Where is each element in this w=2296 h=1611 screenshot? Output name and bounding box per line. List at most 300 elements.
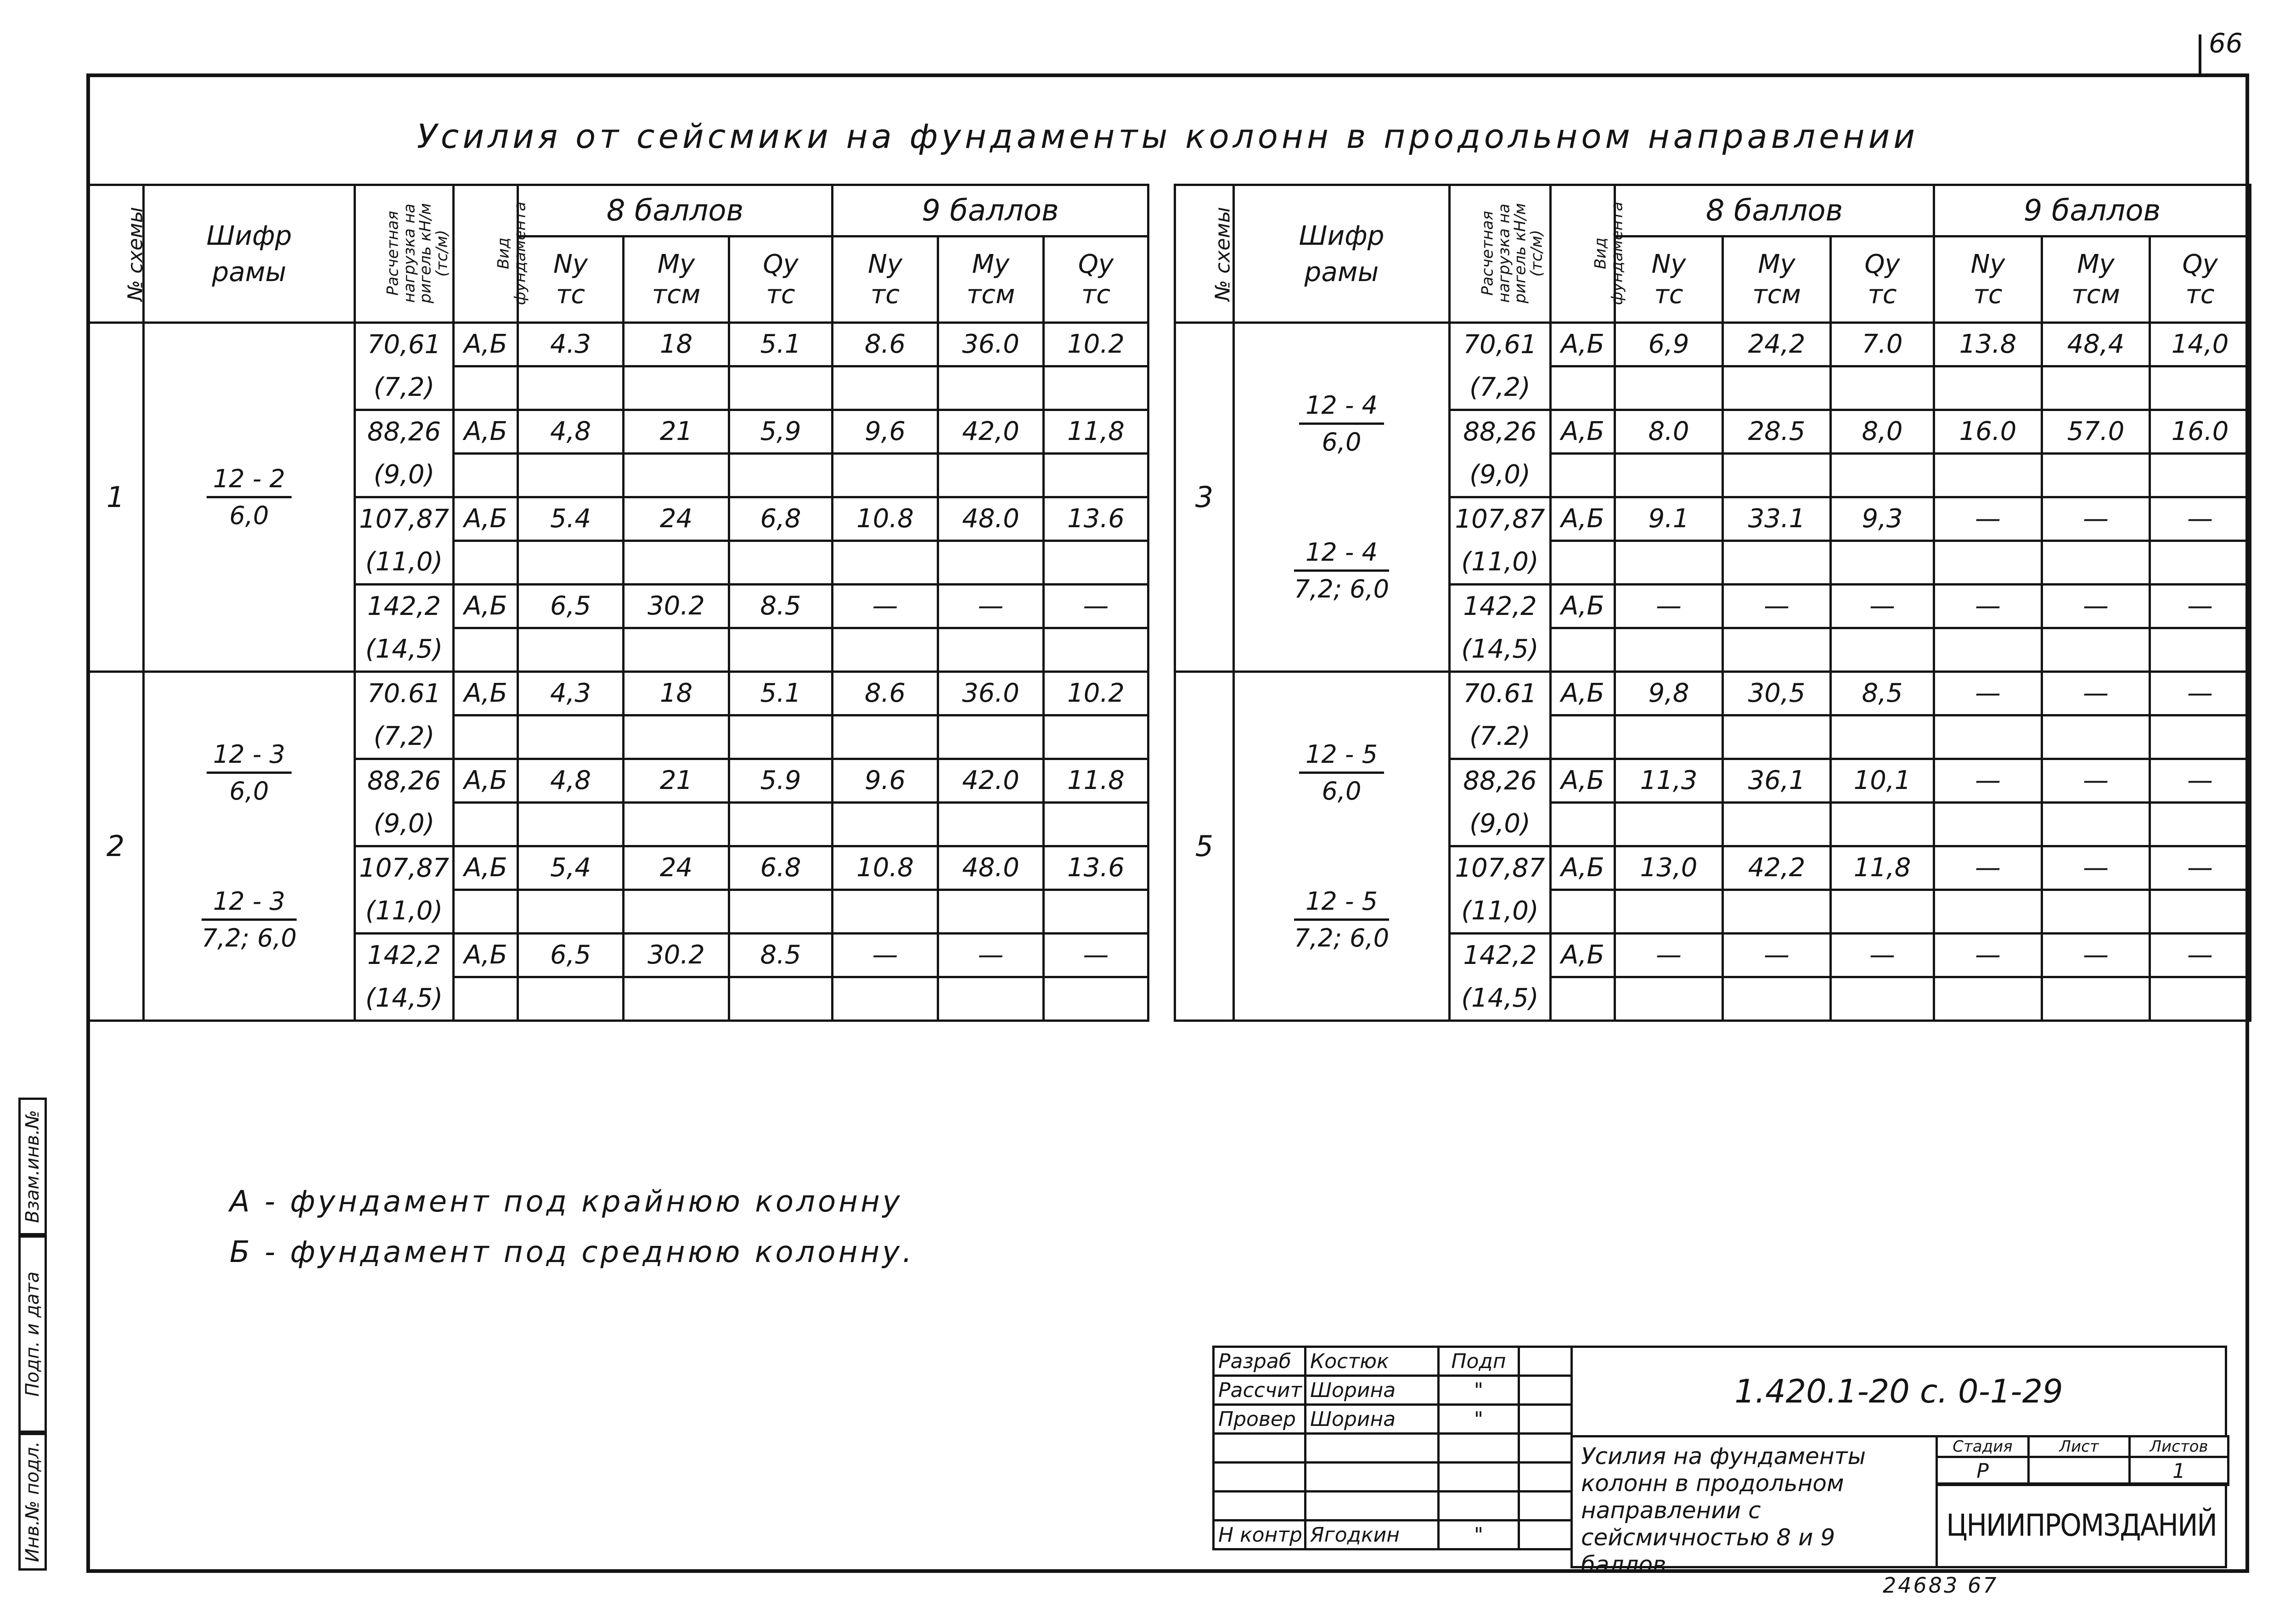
load-tc: (7.2) — [1450, 715, 1551, 759]
empty-cell — [1831, 715, 1934, 759]
value-n8: 4,8 — [518, 759, 624, 803]
empty-cell — [1723, 366, 1831, 410]
empty-cell — [518, 366, 624, 410]
value-q9: — — [2150, 585, 2251, 628]
frame-code-number: 12 - 2 — [207, 463, 292, 499]
header-m-9-unit: тсм — [966, 279, 1015, 310]
load-tc: (9,0) — [355, 803, 454, 846]
value-q8: 8,5 — [1831, 672, 1934, 715]
sheets-label: Листов — [2130, 1436, 2228, 1457]
load-tc: (14,5) — [1450, 628, 1551, 672]
header-n-8-unit: тс — [556, 279, 585, 310]
value-q8: 6,8 — [729, 497, 833, 541]
empty-cell — [1831, 454, 1934, 497]
header-n-8 — [518, 237, 624, 323]
value-m8: — — [1723, 934, 1831, 977]
frame-code — [207, 463, 292, 531]
load-tc: (14,5) — [355, 977, 454, 1021]
empty-cell — [833, 803, 938, 846]
empty-cell — [1723, 890, 1831, 934]
stamp-signature: " — [1439, 1376, 1519, 1405]
value-q8: 6.8 — [729, 846, 833, 890]
organization-name: ЦНИИПРОМЗДАНИЙ — [1946, 1508, 2217, 1543]
frame-code-number: 12 - 4 — [1294, 537, 1389, 572]
frame-code — [1294, 537, 1389, 605]
value-q8: 10,1 — [1831, 759, 1934, 803]
forces-table-left — [86, 184, 1149, 1022]
empty-cell — [1551, 366, 1615, 410]
value-m8: — — [1723, 585, 1831, 628]
value-m9: 57.0 — [2042, 410, 2150, 454]
header-q-8 — [1831, 237, 1934, 323]
empty-cell — [454, 541, 518, 585]
stamp-name — [1306, 1434, 1439, 1463]
header-q-8-symbol: Qу — [763, 249, 799, 279]
value-n9: — — [1934, 934, 2042, 977]
empty-cell — [1934, 977, 2042, 1021]
empty-cell — [518, 628, 624, 672]
stamp-name: Шорина — [1306, 1376, 1439, 1405]
load-kn: 70,61 — [355, 323, 454, 366]
value-m9: 36.0 — [938, 672, 1044, 715]
header-foundation-type — [454, 185, 529, 323]
header-load — [355, 185, 454, 323]
header-load-label: Расчетная нагрузка на ригель кН/м (тс/м) — [1478, 203, 1546, 304]
value-m8: 18 — [624, 672, 729, 715]
empty-cell — [1044, 628, 1148, 672]
value-q9: 13.6 — [1044, 846, 1148, 890]
empty-cell — [2042, 366, 2150, 410]
value-m9: — — [938, 934, 1044, 977]
value-q8: — — [1831, 934, 1934, 977]
value-q9: 16.0 — [2150, 410, 2251, 454]
value-q9: — — [2150, 497, 2251, 541]
empty-cell — [833, 541, 938, 585]
page-number: 66 — [2209, 28, 2243, 59]
value-n8: 5,4 — [518, 846, 624, 890]
value-n8: — — [1615, 585, 1723, 628]
stamp-date — [1519, 1347, 1572, 1376]
empty-cell — [1551, 541, 1615, 585]
stamp-description-cell — [1570, 1435, 1938, 1578]
stamp-date — [1519, 1405, 1572, 1434]
empty-cell — [454, 366, 518, 410]
value-n8: 8.0 — [1615, 410, 1723, 454]
empty-cell — [729, 628, 833, 672]
empty-cell — [2042, 803, 2150, 846]
empty-cell — [624, 890, 729, 934]
load-kn: 142,2 — [355, 934, 454, 977]
header-8-grade: 8 баллов — [1615, 185, 1934, 237]
frame-code-span: 6,0 — [1322, 428, 1362, 456]
stage-label: Стадия — [1937, 1436, 2029, 1457]
header-n-9-unit: тс — [870, 279, 900, 310]
stamp-role: Разраб — [1214, 1347, 1306, 1376]
load-tc: (11,0) — [1450, 890, 1551, 934]
empty-cell — [2042, 628, 2150, 672]
empty-cell — [624, 454, 729, 497]
empty-cell — [1044, 366, 1148, 410]
value-m9: 36.0 — [938, 323, 1044, 366]
empty-cell — [729, 715, 833, 759]
value-n8: 6,9 — [1615, 323, 1723, 366]
value-m9: — — [2042, 672, 2150, 715]
value-n9: — — [1934, 846, 2042, 890]
load-kn: 70,61 — [1450, 323, 1551, 366]
header-9-grade: 9 баллов — [833, 185, 1148, 237]
load-tc: (9,0) — [1450, 454, 1551, 497]
sheet-value — [2029, 1457, 2130, 1485]
value-n8: 11,3 — [1615, 759, 1723, 803]
empty-cell — [518, 890, 624, 934]
stamp-name — [1306, 1463, 1439, 1492]
empty-cell — [1934, 715, 2042, 759]
empty-cell — [833, 454, 938, 497]
value-m8: 21 — [624, 759, 729, 803]
header-frame-code — [144, 185, 355, 323]
load-kn: 107,87 — [1450, 497, 1551, 541]
stamp-signature: " — [1439, 1405, 1519, 1434]
empty-cell — [518, 715, 624, 759]
empty-cell — [1615, 715, 1723, 759]
empty-cell — [729, 541, 833, 585]
header-n-8-unit: тс — [1654, 279, 1683, 310]
value-q9: 11.8 — [1044, 759, 1148, 803]
frame-code — [207, 739, 292, 807]
frame-code — [1299, 739, 1384, 807]
empty-cell — [938, 454, 1044, 497]
stamp-signature: " — [1439, 1521, 1519, 1549]
load-kn: 142,2 — [1450, 585, 1551, 628]
empty-cell — [833, 628, 938, 672]
foundation-type: А,Б — [454, 672, 518, 715]
empty-cell — [938, 715, 1044, 759]
empty-cell — [833, 890, 938, 934]
header-m-8-symbol: Mу — [657, 249, 695, 279]
header-m-9-symbol: Mу — [972, 249, 1010, 279]
scheme-number: 2 — [88, 672, 144, 1021]
value-q8: — — [1831, 585, 1934, 628]
foundation-type: А,Б — [1551, 497, 1615, 541]
header-n-9 — [833, 237, 938, 323]
value-q8: 5.1 — [729, 323, 833, 366]
frame-code-span: 6,0 — [1322, 777, 1362, 806]
value-q9: — — [1044, 585, 1148, 628]
stamp-role: Н контр — [1214, 1521, 1306, 1549]
empty-cell — [1831, 803, 1934, 846]
empty-cell — [624, 803, 729, 846]
empty-cell — [2150, 454, 2251, 497]
empty-cell — [1615, 628, 1723, 672]
value-n8: 4,8 — [518, 410, 624, 454]
load-kn: 107,87 — [1450, 846, 1551, 890]
frame-code-cell — [144, 672, 355, 1021]
frame-code — [1299, 390, 1384, 458]
empty-cell — [1934, 890, 2042, 934]
foundation-type: А,Б — [454, 759, 518, 803]
value-n8: 5.4 — [518, 497, 624, 541]
value-n8: 13,0 — [1615, 846, 1723, 890]
frame-code-number: 12 - 4 — [1299, 390, 1384, 425]
stamp-name: Ягодкин — [1306, 1521, 1439, 1549]
scheme-number: 1 — [88, 323, 144, 672]
value-m8: 33.1 — [1723, 497, 1831, 541]
foundation-type: А,Б — [454, 323, 518, 366]
empty-cell — [454, 454, 518, 497]
value-n9: — — [1934, 759, 2042, 803]
empty-cell — [1934, 366, 2042, 410]
frame-code-span: 7,2; 6,0 — [1294, 924, 1390, 952]
empty-cell — [1831, 977, 1934, 1021]
value-n9: 8.6 — [833, 672, 938, 715]
empty-cell — [1551, 454, 1615, 497]
empty-cell — [1615, 803, 1723, 846]
header-q-9-unit: тс — [1081, 279, 1111, 310]
value-n9: — — [1934, 497, 2042, 541]
value-m9: 42.0 — [938, 759, 1044, 803]
empty-cell — [454, 628, 518, 672]
empty-cell — [1044, 803, 1148, 846]
foundation-type: А,Б — [1551, 585, 1615, 628]
value-q9: 10.2 — [1044, 672, 1148, 715]
frame-code-number: 12 - 5 — [1294, 886, 1389, 921]
empty-cell — [624, 366, 729, 410]
empty-cell — [1723, 454, 1831, 497]
header-n-8-symbol: Nу — [553, 249, 588, 279]
value-n8: — — [1615, 934, 1723, 977]
value-m9: — — [2042, 934, 2150, 977]
value-q8: 7.0 — [1831, 323, 1934, 366]
frame-code-number: 12 - 3 — [207, 739, 292, 774]
empty-cell — [1723, 803, 1831, 846]
empty-cell — [624, 628, 729, 672]
frame-code-span: 7,2; 6,0 — [1294, 575, 1390, 603]
frame-code-span: 6,0 — [229, 501, 269, 530]
foundation-type: А,Б — [454, 410, 518, 454]
empty-cell — [1831, 541, 1934, 585]
header-q-9-symbol: Qу — [1078, 249, 1114, 279]
load-tc: (7,2) — [355, 366, 454, 410]
value-n9: 9.6 — [833, 759, 938, 803]
value-q8: 8.5 — [729, 585, 833, 628]
legend-b: Б - фундамент под среднюю колонну. — [230, 1235, 915, 1269]
header-m-8 — [1723, 237, 1831, 323]
empty-cell — [2042, 454, 2150, 497]
header-n-9-symbol: Nу — [868, 249, 903, 279]
load-tc: (9,0) — [355, 454, 454, 497]
value-m9: 42,0 — [938, 410, 1044, 454]
frame-code-cell — [144, 323, 355, 672]
sheets-value: 1 — [2130, 1457, 2228, 1485]
stamp-signatures — [1212, 1346, 1573, 1550]
empty-cell — [1044, 541, 1148, 585]
value-m9: — — [2042, 497, 2150, 541]
stamp-role — [1214, 1492, 1306, 1521]
value-m9: 48,4 — [2042, 323, 2150, 366]
empty-cell — [1551, 628, 1615, 672]
empty-cell — [454, 803, 518, 846]
value-m8: 30.2 — [624, 585, 729, 628]
foundation-type: А,Б — [1551, 934, 1615, 977]
value-q8: 8,0 — [1831, 410, 1934, 454]
load-kn: 70.61 — [1450, 672, 1551, 715]
value-m9: — — [2042, 759, 2150, 803]
header-q-9-unit: тс — [2185, 279, 2215, 310]
stamp-signature — [1439, 1492, 1519, 1521]
value-m8: 24,2 — [1723, 323, 1831, 366]
foundation-type: А,Б — [1551, 672, 1615, 715]
header-q-8-unit: тс — [1868, 279, 1897, 310]
header-n-8 — [1615, 237, 1723, 323]
value-m8: 30.2 — [624, 934, 729, 977]
stamp-name: Шорина — [1306, 1405, 1439, 1434]
stamp-stage-table — [1936, 1435, 2229, 1486]
stamp-date — [1519, 1463, 1572, 1492]
empty-cell — [1723, 715, 1831, 759]
value-n8: 9.1 — [1615, 497, 1723, 541]
empty-cell — [454, 977, 518, 1021]
empty-cell — [833, 977, 938, 1021]
value-n8: 6,5 — [518, 585, 624, 628]
value-m8: 18 — [624, 323, 729, 366]
stamp-date — [1519, 1434, 1572, 1463]
foundation-type: А,Б — [454, 585, 518, 628]
value-q8: 8.5 — [729, 934, 833, 977]
page-title: Усилия от сейсмики на фундаменты колонн в продольном направлении — [416, 117, 1919, 156]
header-n-9-unit: тс — [1973, 279, 2003, 310]
load-tc: (14,5) — [1450, 977, 1551, 1021]
empty-cell — [1551, 803, 1615, 846]
empty-cell — [2150, 977, 2251, 1021]
frame-code — [202, 886, 297, 954]
value-m8: 42,2 — [1723, 846, 1831, 890]
value-q9: 14,0 — [2150, 323, 2251, 366]
header-m-8-unit: тсм — [1752, 279, 1801, 310]
value-q9: 10.2 — [1044, 323, 1148, 366]
value-q9: — — [2150, 759, 2251, 803]
stamp-role: Провер — [1214, 1405, 1306, 1434]
empty-cell — [2042, 977, 2150, 1021]
value-q9: — — [2150, 846, 2251, 890]
value-n9: — — [1934, 585, 2042, 628]
load-kn: 88,26 — [355, 410, 454, 454]
stamp-role — [1214, 1463, 1306, 1492]
header-q-8-unit: тс — [766, 279, 795, 310]
header-m-8-unit: тсм — [652, 279, 701, 310]
empty-cell — [2150, 628, 2251, 672]
value-m8: 36,1 — [1723, 759, 1831, 803]
empty-cell — [624, 977, 729, 1021]
empty-cell — [1551, 977, 1615, 1021]
empty-cell — [1723, 628, 1831, 672]
value-q8: 11,8 — [1831, 846, 1934, 890]
value-m8: 28.5 — [1723, 410, 1831, 454]
empty-cell — [1723, 541, 1831, 585]
stamp-org-cell — [1936, 1482, 2227, 1568]
sheet-label: Лист — [2029, 1436, 2130, 1457]
foundation-type: А,Б — [454, 497, 518, 541]
empty-cell — [1044, 890, 1148, 934]
empty-cell — [1551, 890, 1615, 934]
empty-cell — [729, 803, 833, 846]
header-q-8 — [729, 237, 833, 323]
empty-cell — [729, 977, 833, 1021]
header-scheme-no-label: № схемы — [1211, 207, 1235, 301]
frame-code — [1294, 886, 1389, 954]
empty-cell — [1831, 890, 1934, 934]
stamp-name: Костюк — [1306, 1347, 1439, 1376]
empty-cell — [1615, 366, 1723, 410]
document-code: 1.420.1-20 с. 0-1-29 — [1734, 1373, 2063, 1410]
load-tc: (9,0) — [1450, 803, 1551, 846]
header-n-9 — [1934, 237, 2042, 323]
header-scheme-no — [88, 185, 147, 323]
load-kn: 88,26 — [355, 759, 454, 803]
frame-code-cell — [1234, 323, 1450, 672]
header-q-9 — [2150, 237, 2251, 323]
header-load — [1450, 185, 1551, 323]
empty-cell — [454, 890, 518, 934]
empty-cell — [938, 890, 1044, 934]
load-kn: 107,87 — [355, 497, 454, 541]
scheme-number: 5 — [1175, 672, 1234, 1021]
empty-cell — [2150, 715, 2251, 759]
value-q9: 13.6 — [1044, 497, 1148, 541]
frame-code-cell — [1234, 672, 1450, 1021]
value-n9: 9,6 — [833, 410, 938, 454]
empty-cell — [1831, 366, 1934, 410]
foundation-type: А,Б — [1551, 410, 1615, 454]
header-scheme-no-label: № схемы — [124, 207, 147, 301]
header-frame-code-label: Шифр рамы — [1299, 220, 1384, 287]
value-m9: — — [2042, 585, 2150, 628]
empty-cell — [938, 541, 1044, 585]
value-n8: 9,8 — [1615, 672, 1723, 715]
header-m-9-symbol: Mу — [2077, 249, 2115, 279]
foundation-type: А,Б — [454, 934, 518, 977]
header-n-9-symbol: Nу — [1970, 249, 2005, 279]
header-foundation-type-label: Вид фундамента — [494, 201, 529, 305]
foundation-type: А,Б — [454, 846, 518, 890]
empty-cell — [518, 977, 624, 1021]
value-n8: 4,3 — [518, 672, 624, 715]
header-frame-code-label: Шифр рамы — [206, 220, 292, 287]
load-kn: 107,87 — [355, 846, 454, 890]
value-n9: 10.8 — [833, 497, 938, 541]
empty-cell — [2150, 803, 2251, 846]
value-n9: 8.6 — [833, 323, 938, 366]
header-m-9 — [938, 237, 1044, 323]
value-m9: 48.0 — [938, 497, 1044, 541]
empty-cell — [2042, 890, 2150, 934]
side-label-inv: Инв.№ подл. — [18, 1433, 47, 1571]
empty-cell — [2150, 541, 2251, 585]
frame-code-span: 6,0 — [229, 777, 269, 806]
value-q8: 5.1 — [729, 672, 833, 715]
header-foundation-type — [1551, 185, 1626, 323]
header-q-9-symbol: Qу — [2182, 249, 2218, 279]
document-description: Усилия на фундаменты колонн в продольном направлении с сейсмичностью 8 и 9 баллов — [1581, 1443, 1866, 1578]
value-n9: 16.0 — [1934, 410, 2042, 454]
header-n-8-symbol: Nу — [1651, 249, 1686, 279]
load-kn: 88,26 — [1450, 759, 1551, 803]
value-q9: — — [1044, 934, 1148, 977]
value-m9: — — [2042, 846, 2150, 890]
empty-cell — [938, 366, 1044, 410]
value-q8: 9,3 — [1831, 497, 1934, 541]
frame-code-span: 7,2; 6,0 — [201, 924, 297, 952]
stamp-signature — [1439, 1463, 1519, 1492]
